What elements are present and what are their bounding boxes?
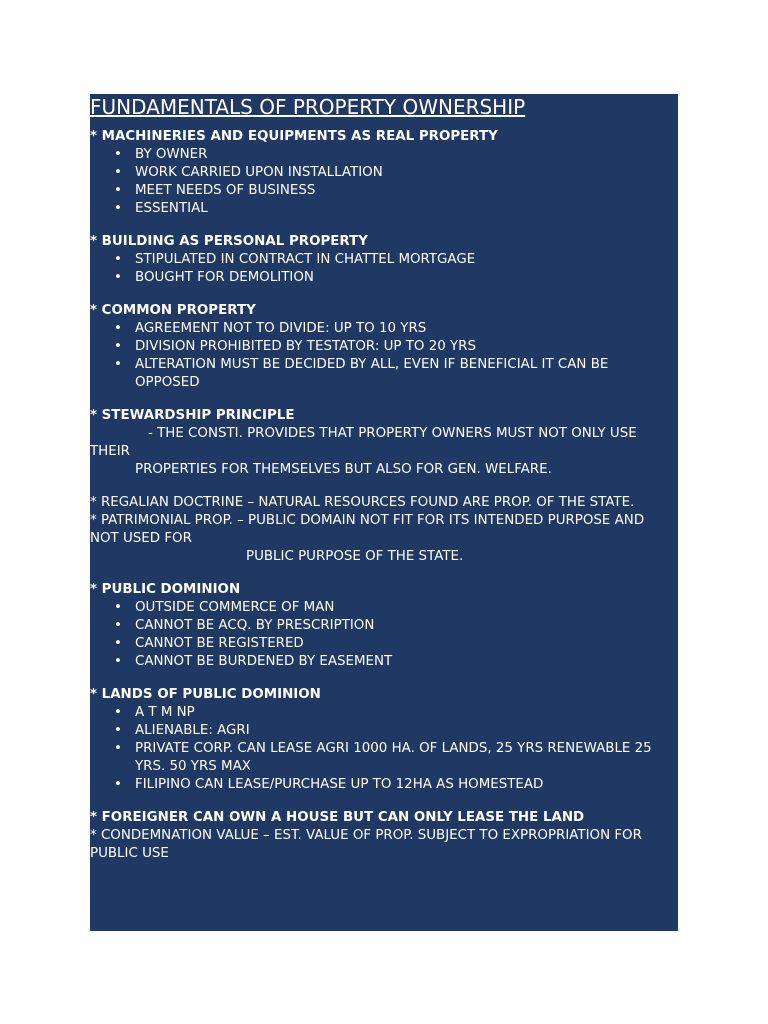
list-item: • FILIPINO CAN LEASE/PURCHASE UP TO 12HA AS HOMESTEAD bbox=[90, 776, 678, 794]
section-heading: * STEWARDSHIP PRINCIPLE bbox=[90, 408, 295, 423]
list-item: • CANNOT BE REGISTERED bbox=[90, 635, 678, 653]
list-item: • OUTSIDE COMMERCE OF MAN bbox=[90, 599, 678, 617]
section-heading: * FOREIGNER CAN OWN A HOUSE BUT CAN ONLY LEASE THE LAND bbox=[90, 810, 585, 825]
section-heading: * COMMON PROPERTY bbox=[90, 303, 256, 318]
list-item: • MEET NEEDS OF BUSINESS bbox=[90, 182, 678, 200]
section-lands-public-dominion bbox=[90, 686, 678, 794]
document-page bbox=[90, 94, 678, 931]
section-building bbox=[90, 233, 678, 287]
paragraph-line: PUBLIC PURPOSE OF THE STATE. bbox=[246, 549, 464, 564]
list-item: • ALIENABLE: AGRI bbox=[90, 722, 678, 740]
bullet-list bbox=[90, 320, 678, 392]
paragraph-line: THEIR bbox=[90, 444, 130, 459]
document-title: FUNDAMENTALS OF PROPERTY OWNERSHIP bbox=[90, 95, 526, 119]
list-item: • AGREEMENT NOT TO DIVIDE: UP TO 10 YRS bbox=[90, 320, 678, 338]
list-item: • ALTERATION MUST BE DECIDED BY ALL, EVEN IF BENEFICIAL IT CAN BE OPPOSED bbox=[90, 356, 678, 392]
list-item: • STIPULATED IN CONTRACT IN CHATTEL MORTGAGE bbox=[90, 251, 678, 269]
bullet-list bbox=[90, 146, 678, 218]
list-item: • ESSENTIAL bbox=[90, 200, 678, 218]
section-foreigner-condemnation bbox=[90, 809, 678, 863]
list-item: • WORK CARRIED UPON INSTALLATION bbox=[90, 164, 678, 182]
section-machineries bbox=[90, 128, 678, 218]
bullet-list bbox=[90, 251, 678, 287]
list-item: • CANNOT BE ACQ. BY PRESCRIPTION bbox=[90, 617, 678, 635]
section-stewardship bbox=[90, 407, 678, 479]
list-item: • DIVISION PROHIBITED BY TESTATOR: UP TO 20 YRS bbox=[90, 338, 678, 356]
section-heading: * BUILDING AS PERSONAL PROPERTY bbox=[90, 234, 368, 249]
section-heading: * LANDS OF PUBLIC DOMINION bbox=[90, 687, 321, 702]
bullet-list bbox=[90, 599, 678, 671]
section-regalian-patrimonial bbox=[90, 494, 678, 566]
paragraph-line: - THE CONSTI. PROVIDES THAT PROPERTY OWNERS MUST NOT ONLY USE bbox=[148, 426, 637, 441]
list-item: • A T M NP bbox=[90, 704, 678, 722]
paragraph-regalian: * REGALIAN DOCTRINE – NATURAL RESOURCES FOUND ARE PROP. OF THE STATE. bbox=[90, 495, 635, 510]
section-public-dominion bbox=[90, 581, 678, 671]
section-heading: * PUBLIC DOMINION bbox=[90, 582, 241, 597]
section-heading: * MACHINERIES AND EQUIPMENTS AS REAL PROPERTY bbox=[90, 129, 498, 144]
list-item: • BOUGHT FOR DEMOLITION bbox=[90, 269, 678, 287]
list-item: • BY OWNER bbox=[90, 146, 678, 164]
paragraph-patrimonial: * PATRIMONIAL PROP. – PUBLIC DOMAIN NOT FIT FOR ITS INTENDED PURPOSE AND NOT USED FOR bbox=[90, 513, 645, 546]
section-common-property bbox=[90, 302, 678, 392]
bullet-list bbox=[90, 704, 678, 794]
paragraph-line: PROPERTIES FOR THEMSELVES BUT ALSO FOR GEN. WELFARE. bbox=[135, 462, 552, 477]
list-item: • CANNOT BE BURDENED BY EASEMENT bbox=[90, 653, 678, 671]
paragraph-condemnation: * CONDEMNATION VALUE – EST. VALUE OF PROP. SUBJECT TO EXPROPRIATION FOR PUBLIC USE bbox=[90, 828, 642, 861]
list-item: • PRIVATE CORP. CAN LEASE AGRI 1000 HA. OF LANDS, 25 YRS RENEWABLE 25 YRS. 50 YRS MAX bbox=[90, 740, 678, 776]
